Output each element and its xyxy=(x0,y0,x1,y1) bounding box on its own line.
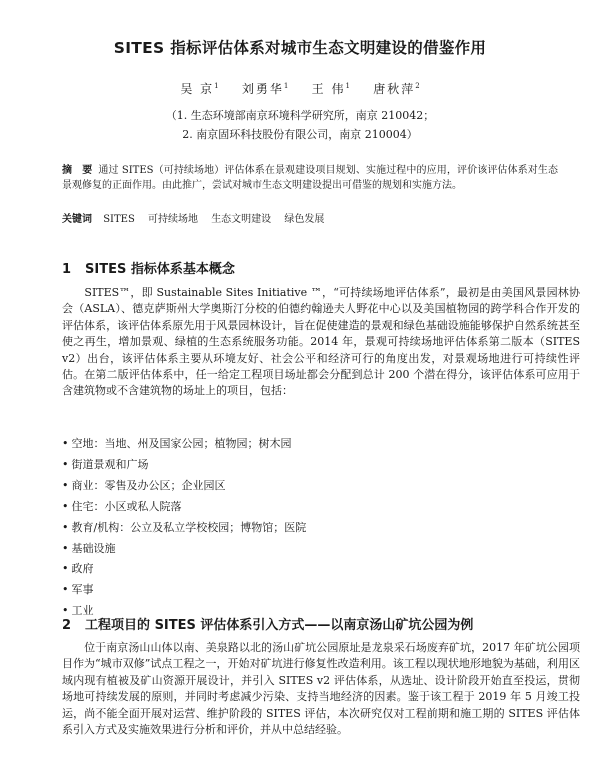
author: 唐秋萍$^2$ xyxy=(373,82,420,96)
list-item: • 空地：当地、州及国家公园；植物园；树木园 xyxy=(62,434,306,455)
list-item: • 教育/机构：公立及私立学校校园；博物馆；医院 xyxy=(62,518,306,539)
section-heading xyxy=(62,258,235,277)
section-number: 2 xyxy=(62,618,72,633)
paper-title: SITES 指标评估体系对城市生态文明建设的借鉴作用 xyxy=(113,39,487,57)
author: 刘勇华$^1$ xyxy=(241,82,289,96)
list-item: • 政府 xyxy=(62,559,306,580)
list-item: • 商业：零售及办公区；企业园区 xyxy=(62,476,306,497)
keywords-label: 关键词 xyxy=(62,214,92,225)
section-title: 工程项目的 SITES 评估体系引入方式——以南京汤山矿坑公园为例 xyxy=(85,618,474,633)
section-1-paragraph: SITES™，即 Sustainable Sites Initiative ™，“可持续场地评估体系”，最初是由美国风景园林协会（ASLA）、德克萨斯州大学奥斯汀分校的伯德约翰逊夫人野花中心以及美国植物园的跨学科合作开发的评估体系，该评估体系原先用于风景园林设计，旨在促使建造的景观和绿色基础设施能够保护自然系统甚至使之再生，增加景观、绿植的生态系统服务功能。2014 年，景观可持续场地评估体系第二版本（SITES v2）出台，该评估体系主要从环境友好、社会公平和经济可行的角度出发，对景观场地进行可持续性评估。在第二版评估体系中，任一给定工程项目场址都会分配到总计 200 个潜在得分，该评估体系可应用于含建筑物或不含建筑物的场址上的项目，包括： xyxy=(62,286,580,398)
affiliation-1: （1. 生态环境部南京环境科学研究所，南京 210042； xyxy=(165,109,435,122)
project-type-list xyxy=(62,434,306,622)
list-item: • 街道景观和广场 xyxy=(62,455,306,476)
section-heading xyxy=(62,614,473,633)
section-number: 1 xyxy=(62,262,72,277)
list-item: • 军事 xyxy=(62,580,306,601)
keywords xyxy=(62,210,334,225)
keyword: 生态文明建设 xyxy=(211,214,272,225)
affiliation-2: 2. 南京固环科技股份有限公司，南京 210004） xyxy=(182,128,418,141)
list-item: • 基础设施 xyxy=(62,539,306,560)
keyword: 绿色发展 xyxy=(284,214,325,225)
section-2-paragraph: 位于南京汤山山体以南、美泉路以北的汤山矿坑公园原址是龙泉采石场废弃矿坑，2017 年矿坑公园项目作为“城市双修”试点工程之一，开始对矿坑进行修复性改造利用。该工程以现状地形地貌为基础，利用区域内现有植被及矿山资源开展设计，并引入 SITES v2 评估体系，从选址、设计阶段开始直至投运，贯彻场地可持续发展的原则，并同时考虑减少污染、支持当地经济的因素。鉴于该工程于 2019 年 5 月竣工投运，尚不能全面开展对运营、维护阶段的 SITES 评估，本次研究仅对工程前期和施工期的 SITES 评估体系引入方式及实施效果进行分析和评价，并从中总结经验。 xyxy=(62,641,580,737)
abstract-text: 通过 SITES（可持续场地）评估体系在景观建设项目规划、实施过程中的应用，评价该评估体系对生态景观修复的正面作用。由此推广，尝试对城市生态文明建设提出可借鉴的规划和实施方法。 xyxy=(62,165,558,192)
section-title: SITES 指标体系基本概念 xyxy=(85,262,235,277)
list-item: • 住宅：小区或私人院落 xyxy=(62,497,306,518)
list-item: • 工业 xyxy=(62,601,306,622)
author: 吴 京$^1$ xyxy=(180,82,219,96)
keyword: 可持续场地 xyxy=(148,214,198,225)
abstract-label: 摘 要 xyxy=(62,165,93,176)
keyword: SITES xyxy=(103,214,135,225)
author: 王 伟$^1$ xyxy=(311,82,350,96)
abstract xyxy=(62,163,558,194)
author-list xyxy=(0,80,600,97)
